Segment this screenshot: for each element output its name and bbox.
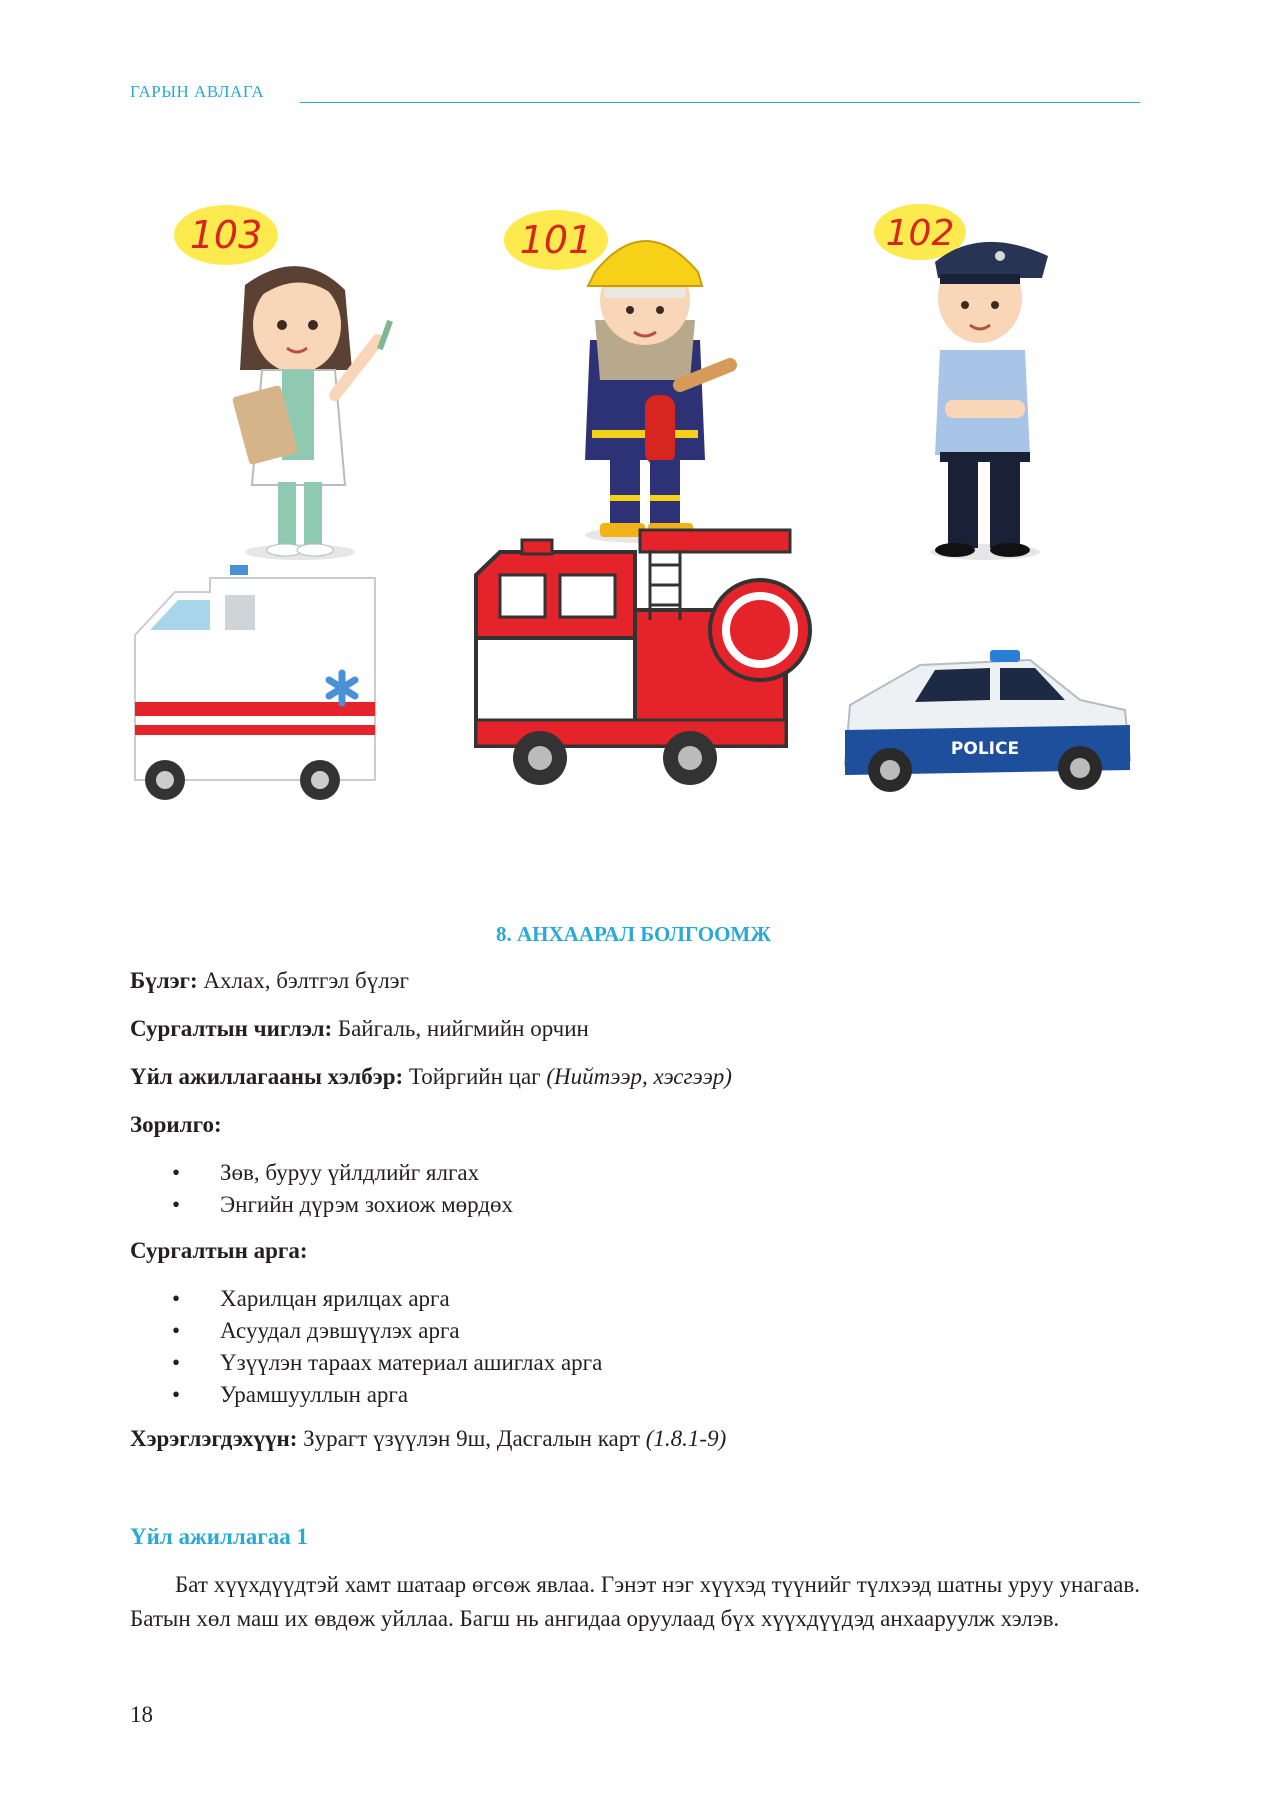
list-item: • Харилцан ярилцах арга (130, 1283, 602, 1315)
activity-title: Үйл ажиллагаа 1 (130, 1524, 308, 1549)
field-group-label: Бүлэг: (130, 968, 198, 993)
running-header: ГАРЫН АВЛАГА (130, 82, 265, 101)
list-item: • Үзүүлэн тараах материал ашиглах арга (130, 1347, 602, 1379)
goal-list (130, 1157, 513, 1221)
list-item: • Урамшууллын арга (130, 1379, 602, 1411)
svg-text:102: 102 (885, 213, 955, 254)
field-direction-label: Сургалтын чиглэл: (130, 1016, 333, 1041)
list-item: • Асуудал дэвшүүлэх арга (130, 1315, 602, 1347)
field-materials-value: Зурагт үзүүлэн 9ш, Дасгалын карт (297, 1426, 646, 1451)
badge-ambulance-number (174, 205, 278, 265)
list-item: • Энгийн дүрэм зохиож мөрдөх (130, 1189, 513, 1221)
field-goal-label: Зорилго: (130, 1112, 222, 1137)
activity-paragraph: Бат хүүхдүүдтэй хамт шатаар өгсөж явлаа. Гэнэт нэг хүүхэд түүнийг түлхээд шатны уруу унагаав. Батын хөл маш их өвдөж уйллаа. Багш нь ангидаа оруулаад бүх хүүхдүүдэд анхааруулж хэлэв. (130, 1572, 1140, 1631)
header-rule (300, 102, 1140, 103)
police-car-vehicle (845, 650, 1130, 792)
field-form-label: Үйл ажиллагааны хэлбэр: (130, 1064, 404, 1089)
field-materials (130, 1426, 726, 1452)
field-materials-label: Хэрэглэгдэхүүн: (130, 1426, 298, 1451)
field-group (130, 968, 409, 994)
field-materials-note: (1.8.1-9) (645, 1426, 727, 1451)
section-title: 8. АНХААРАЛ БОЛГООМЖ (496, 922, 771, 946)
police-officer-figure (930, 242, 1048, 560)
method-list (130, 1283, 602, 1411)
field-direction (130, 1016, 589, 1042)
field-form-note: (Нийтээр, хэсгээр) (546, 1064, 732, 1089)
svg-text:101: 101 (519, 218, 593, 262)
svg-text:103: 103 (189, 213, 263, 257)
ambulance-vehicle (135, 565, 375, 800)
doctor-figure (232, 266, 393, 560)
field-method (130, 1238, 308, 1264)
badge-fire-number (504, 210, 608, 270)
field-form-value: Тойргийн цаг (403, 1064, 547, 1089)
emergency-services-illustration (0, 190, 1267, 810)
field-method-label: Сургалтын арга: (130, 1238, 308, 1263)
page-number: 18 (130, 1702, 153, 1727)
field-form (130, 1064, 732, 1090)
svg-text:POLICE: POLICE (950, 739, 1020, 759)
list-item: • Зөв, буруу үйлдлийг ялгах (130, 1157, 513, 1189)
field-direction-value: Байгаль, нийгмийн орчин (332, 1016, 589, 1041)
fire-truck-vehicle (476, 530, 810, 785)
field-goal (130, 1112, 222, 1138)
field-group-value: Ахлах, бэлтгэл бүлэг (197, 968, 409, 993)
firefighter-figure (585, 241, 730, 543)
